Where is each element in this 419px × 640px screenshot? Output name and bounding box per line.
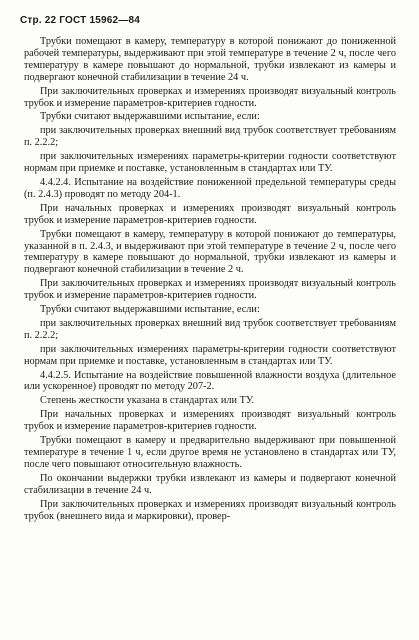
paragraph: Трубки считают выдержавшими испытание, если: [40, 304, 260, 316]
paragraph: при заключительных измерениях параметры-критерии годности соответствуют нормам при приемке и поставке, установленным в стандартах или ТУ. [24, 343, 396, 367]
paragraph: при заключительных проверках внешний вид трубок соответствует требованиям п. 2.2.2; [24, 125, 396, 149]
paragraph: Трубки помещают в камеру, температуру в которой понижают до температуры, указанной в п. 2.4.3, и выдерживают при этой температуре в течение 2 ч, после чего температуру в камере повышают до нормальной, трубки извлекают из камеры и подвергают конечной стабилизации в течение 2 ч. [24, 228, 396, 276]
paragraph: При заключительных проверках и измерениях производят визуальный контроль трубок и измерение параметров-критериев годности. [24, 85, 396, 109]
paragraph: Трубки считают выдержавшими испытание, если: [40, 111, 260, 123]
paragraph: Трубки помещают в камеру, температуру в которой понижают до пониженной рабочей температуры, выдерживают при этой температуре в течение 2 ч, после чего температуру в камере повышают до нормальной, трубки извлекают из камеры и подвергают конечной стабилизации в течение 24 ч. [24, 36, 396, 83]
paragraph: По окончании выдержки трубки извлекают из камеры и подвергают конечной стабилизации в течение 24 ч. [24, 472, 396, 496]
paragraph: При начальных проверках и измерениях производят визуальный контроль трубок и измерение параметров-критериев годности. [24, 409, 396, 433]
section-4-4-2-4: 4.4.2.4. Испытание на воздействие пониженной предельной температуры среды (п. 2.4.3) проводят по методу 204-1. [24, 176, 396, 200]
paragraph: при заключительных измерениях параметры-критерии годности соответствуют нормам при приемке и поставке, установленным в стандартах или ТУ. [24, 151, 396, 175]
paragraph: Степень жесткости указана в стандартах или ТУ. [40, 395, 255, 407]
document-body [24, 36, 396, 522]
paragraph: Трубки помещают в камеру и предварительно выдерживают при повышенной температуре в течение 1 ч, если другое время не установлено в стандартах или ТУ, после чего повышают относительную влажность. [24, 435, 396, 470]
section-4-4-2-5: 4.4.2.5. Испытание на воздействие повышенной влажности воздуха (длительное или ускоренное) проводят по методу 207-2. [24, 369, 396, 393]
page-header: Стр. 22 ГОСТ 15962—84 [20, 15, 140, 26]
paragraph: при заключительных проверках внешний вид трубок соответствует требованиям п. 2.2.2; [24, 317, 396, 341]
paragraph: При заключительных проверках и измерениях производят визуальный контроль трубок и измерение параметров-критериев годности. [24, 278, 396, 302]
paragraph: При заключительных проверках и измерениях производят визуальный контроль трубок (внешнего вида и маркировки), провер- [24, 498, 396, 522]
paragraph: При начальных проверках и измерениях производят визуальный контроль трубок и измерение параметров-критериев годности. [24, 202, 396, 226]
